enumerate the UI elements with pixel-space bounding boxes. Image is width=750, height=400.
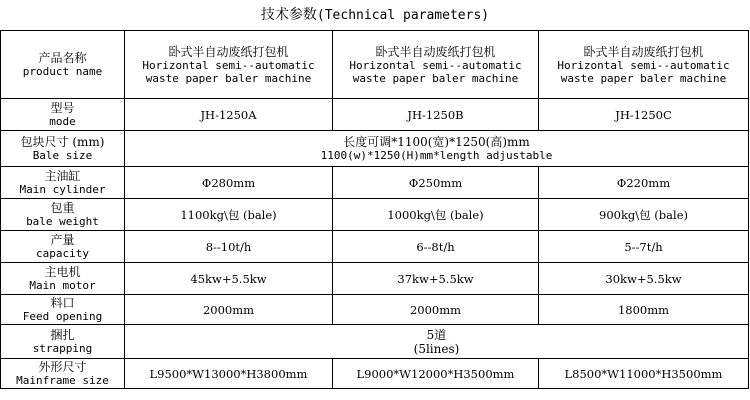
title-en: (Technical parameters) bbox=[316, 8, 490, 23]
row-label-bale-weight bbox=[1, 199, 125, 231]
table-row-mainframe bbox=[1, 359, 749, 389]
motor-b: 37kw+5.5kw bbox=[333, 263, 539, 295]
table-row-motor bbox=[1, 263, 749, 295]
bale-weight-a: 1100kg\包 (bale) bbox=[125, 199, 333, 231]
bale-size-line2: 1100(w)*1250(H)mm*length adjustable bbox=[320, 149, 553, 162]
label-en: Bale size bbox=[32, 149, 93, 162]
row-label-strapping bbox=[1, 325, 125, 359]
label-zh: 产品名称 bbox=[38, 51, 87, 65]
product-en-line1: Horizontal semi--automatic bbox=[142, 58, 315, 72]
product-en-line1: Horizontal semi--automatic bbox=[557, 58, 730, 72]
label-en: bale weight bbox=[26, 215, 99, 228]
row-label-feed-opening bbox=[1, 295, 125, 325]
label-en: capacity bbox=[36, 247, 89, 260]
row-label-model bbox=[1, 99, 125, 131]
feed-opening-b: 2000mm bbox=[333, 295, 539, 325]
product-zh: 卧式半自动废纸打包机 bbox=[375, 44, 496, 59]
label-en: Main cylinder bbox=[19, 183, 106, 196]
capacity-c: 5--7t/h bbox=[539, 231, 749, 263]
bale-size-value bbox=[125, 131, 749, 167]
table-row-product-name bbox=[1, 31, 749, 99]
label-zh: 主电机 bbox=[44, 265, 81, 279]
cylinder-b: Φ250mm bbox=[333, 167, 539, 199]
label-zh: 型号 bbox=[50, 101, 75, 115]
model-a: JH-1250A bbox=[125, 99, 333, 131]
table-row-feed-opening bbox=[1, 295, 749, 325]
feed-opening-a: 2000mm bbox=[125, 295, 333, 325]
bale-weight-b: 1000kg\包 (bale) bbox=[333, 199, 539, 231]
label-en: strapping bbox=[32, 342, 93, 355]
table-row-bale-weight bbox=[1, 199, 749, 231]
strapping-line1: 5道 bbox=[426, 327, 447, 342]
bale-size-line1: 长度可调*1100(宽)*1250(高)mm bbox=[343, 135, 530, 149]
product-cell-c bbox=[539, 31, 749, 99]
mainframe-a: L9500*W13000*H3800mm bbox=[125, 359, 333, 389]
product-en-line1: Horizontal semi--automatic bbox=[349, 58, 522, 72]
strapping-value bbox=[125, 325, 749, 359]
row-label-product-name bbox=[1, 31, 125, 99]
label-en: mode bbox=[49, 115, 76, 128]
product-zh: 卧式半自动废纸打包机 bbox=[583, 44, 704, 59]
row-label-cylinder bbox=[1, 167, 125, 199]
capacity-a: 8--10t/h bbox=[125, 231, 333, 263]
label-zh: 料口 bbox=[50, 296, 75, 310]
cylinder-c: Φ220mm bbox=[539, 167, 749, 199]
model-b: JH-1250B bbox=[333, 99, 539, 131]
row-label-mainframe bbox=[1, 359, 125, 389]
product-zh: 卧式半自动废纸打包机 bbox=[168, 44, 289, 59]
cylinder-a: Φ280mm bbox=[125, 167, 333, 199]
row-label-motor bbox=[1, 263, 125, 295]
title-zh: 技术参数 bbox=[260, 7, 317, 23]
motor-a: 45kw+5.5kw bbox=[125, 263, 333, 295]
strapping-line2: (5lines) bbox=[413, 341, 460, 356]
page-title bbox=[0, 4, 750, 27]
table-row-cylinder bbox=[1, 167, 749, 199]
product-en-line2: waste paper baler machine bbox=[560, 71, 727, 85]
label-zh: 外形尺寸 bbox=[38, 360, 87, 374]
product-en-line2: waste paper baler machine bbox=[352, 71, 519, 85]
mainframe-c: L8500*W11000*H3500mm bbox=[539, 359, 749, 389]
product-cell-b bbox=[333, 31, 539, 99]
table-row-model bbox=[1, 99, 749, 131]
label-zh: 捆扎 bbox=[50, 328, 75, 342]
label-zh: 主油缸 bbox=[44, 169, 81, 183]
model-c: JH-1250C bbox=[539, 99, 749, 131]
capacity-b: 6--8t/h bbox=[333, 231, 539, 263]
bale-weight-c: 900kg\包 (bale) bbox=[539, 199, 749, 231]
table-row-capacity bbox=[1, 231, 749, 263]
label-zh: 产量 bbox=[50, 233, 75, 247]
row-label-bale-size bbox=[1, 131, 125, 167]
label-en: Mainframe size bbox=[16, 374, 109, 387]
product-cell-a bbox=[125, 31, 333, 99]
table-row-bale-size bbox=[1, 131, 749, 167]
table-row-strapping bbox=[1, 325, 749, 359]
row-label-capacity bbox=[1, 231, 125, 263]
mainframe-b: L9000*W12000*H3500mm bbox=[333, 359, 539, 389]
label-en: Main motor bbox=[29, 279, 96, 292]
label-zh: 包重 bbox=[50, 201, 75, 215]
spec-table bbox=[0, 30, 749, 389]
motor-c: 30kw+5.5kw bbox=[539, 263, 749, 295]
product-en-line2: waste paper baler machine bbox=[145, 71, 312, 85]
label-en: Feed opening bbox=[22, 310, 103, 323]
label-en: product name bbox=[22, 65, 103, 78]
feed-opening-c: 1800mm bbox=[539, 295, 749, 325]
label-zh: 包块尺寸 (mm) bbox=[20, 135, 105, 149]
